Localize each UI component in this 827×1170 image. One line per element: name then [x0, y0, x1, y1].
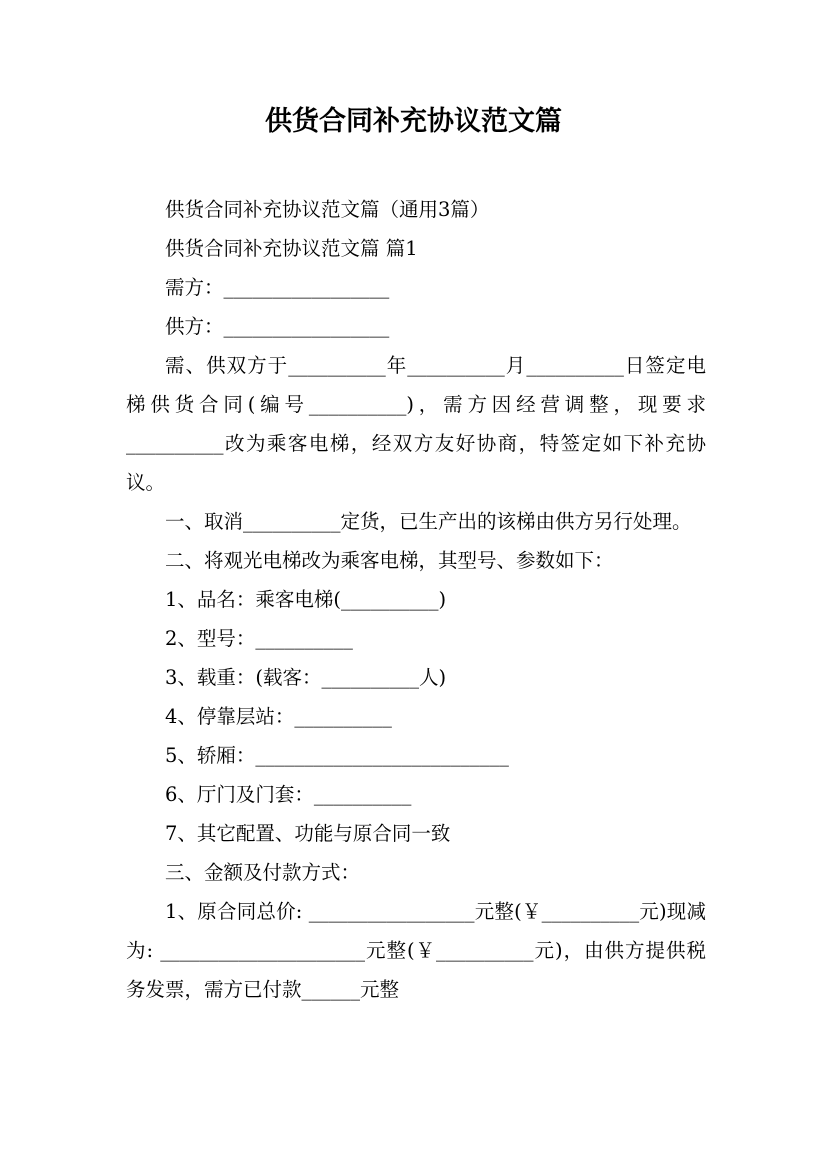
paragraph: 二、将观光电梯改为乘客电梯，其型号、参数如下： — [165, 549, 614, 572]
paragraph: 3、载重：(载客：__________人) — [165, 666, 447, 689]
paragraph: 三、金额及付款方式： — [165, 861, 361, 884]
paragraph: 7、其它配置、功能与原合同一致 — [165, 822, 451, 845]
paragraph: 5、轿厢：__________________________ — [165, 744, 509, 767]
paragraph: 供货合同补充协议范文篇 篇1 — [165, 237, 418, 260]
paragraph: 供货合同补充协议范文篇（通用3篇） — [165, 198, 490, 221]
paragraph: 1、原合同总价: _________________元整(￥__________元)现减为: _____________________元整(￥__________元)，由供方提供税务发票，需方已付款______元整 — [126, 900, 706, 1001]
document-title: 供货合同补充协议范文篇 — [265, 106, 562, 137]
document-body — [126, 190, 706, 1009]
paragraph: 一、取消__________定货，已生产出的该梯由供方另行处理。 — [165, 510, 692, 533]
paragraph: 6、厅门及门套：__________ — [165, 783, 412, 806]
paragraph: 4、停靠层站：__________ — [165, 705, 392, 728]
paragraph: 需方：_________________ — [165, 276, 390, 299]
paragraph: 需、供双方于__________年__________月__________日签定电梯供货合同(编号__________)，需方因经营调整，现要求__________改为乘客电梯，经双方友好协商，特签定如下补充协议。 — [126, 354, 706, 494]
paragraph: 1、品名：乘客电梯(__________) — [165, 588, 447, 611]
paragraph: 2、型号：__________ — [165, 627, 353, 650]
paragraph: 供方：_________________ — [165, 315, 390, 338]
